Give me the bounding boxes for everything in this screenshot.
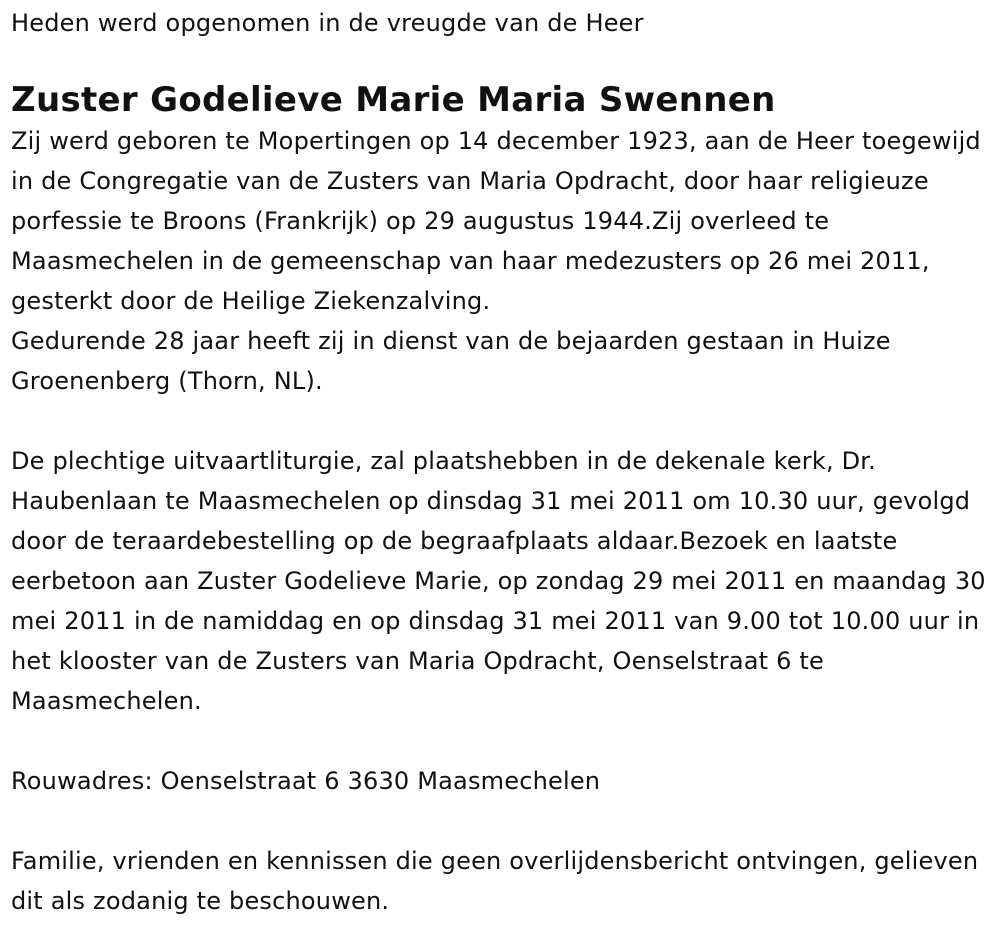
service-paragraph: Gedurende 28 jaar heeft zij in dienst van de bejaarden gestaan in Huize Groenenberg (Thorn, NL). [11,327,891,395]
closing-note: Familie, vrienden en kennissen die geen overlijdensbericht ontvingen, gelieven dit als zodanig te beschouwen. [11,847,979,915]
spacer [11,801,993,841]
deceased-name: Zuster Godelieve Marie Maria Swennen [11,80,776,120]
intro-line: Heden werd opgenomen in de vreugde van de Heer [11,9,644,37]
mourning-address: Rouwadres: Oenselstraat 6 3630 Maasmechelen [11,767,601,795]
obituary-notice [11,0,993,921]
biography-paragraph: Zij werd geboren te Mopertingen op 14 december 1923, aan de Heer toegewijd in de Congregatie van de Zusters van Maria Opdracht, door haar religieuze porfessie te Broons (Frankrijk) op 29 augustus 1944.Zij overleed te Maasmechelen in de gemeenschap van haar medezusters op 26 mei 2011, gesterkt door de Heilige Ziekenzalving. [11,127,981,315]
spacer [11,401,993,441]
spacer [11,721,993,761]
funeral-paragraph: De plechtige uitvaartliturgie, zal plaatshebben in de dekenale kerk, Dr. Haubenlaan te Maasmechelen op dinsdag 31 mei 2011 om 10.30 uur, gevolgd door de teraardebestelling op de begraafplaats aldaar.Bezoek en laatste eerbetoon aan Zuster Godelieve Marie, op zondag 29 mei 2011 en maandag 30 mei 2011 in de namiddag en op dinsdag 31 mei 2011 van 9.00 tot 10.00 uur in het klooster van de Zusters van Maria Opdracht, Oenselstraat 6 te Maasmechelen. [11,447,986,715]
